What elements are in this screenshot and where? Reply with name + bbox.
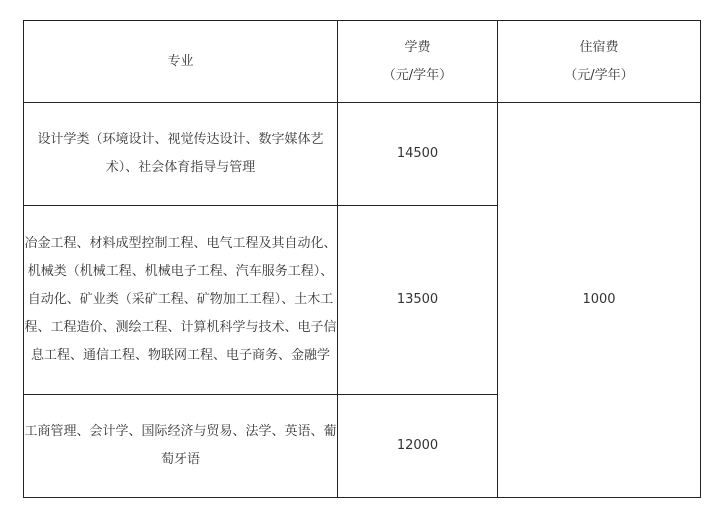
tuition-value: 13500 (396, 292, 439, 307)
header-dorm-unit: （元/学年） (564, 67, 634, 83)
major-text: 设计学类（环境设计、视觉传达设计、数字媒体艺术）、社会体育指导与管理 (37, 132, 324, 175)
tuition-cell (338, 206, 498, 395)
major-text: 冶金工程、材料成型控制工程、电气工程及其自动化、机械类（机械工程、机械电子工程、汽车服务工程）、自动化、矿业类（采矿工程、矿物加工工程）、土木工程、工程造价、测绘工程、计算机科学与技术、电子信息工程、通信工程、物联网工程、电子商务、金融学 (24, 236, 337, 363)
fee-table (23, 20, 701, 498)
dorm-fee-value: 1000 (582, 292, 616, 307)
major-cell (24, 206, 338, 395)
table-row (24, 103, 701, 206)
major-text: 工商管理、会计学、国际经济与贸易、法学、英语、葡萄牙语 (24, 424, 337, 467)
header-tuition-unit: （元/学年） (382, 67, 453, 83)
tuition-cell (338, 103, 498, 206)
major-cell (24, 103, 338, 206)
header-dorm (498, 21, 701, 103)
tuition-cell (338, 395, 498, 498)
tuition-value: 12000 (396, 438, 439, 453)
tuition-value: 14500 (396, 146, 439, 161)
major-cell (24, 395, 338, 498)
dorm-fee-cell (498, 103, 701, 498)
header-major-label: 专业 (167, 53, 194, 69)
header-major (24, 21, 338, 103)
header-dorm-label: 住宿费 (579, 39, 619, 55)
header-tuition-label: 学费 (404, 39, 431, 55)
header-tuition (338, 21, 498, 103)
table-header-row (24, 21, 701, 103)
